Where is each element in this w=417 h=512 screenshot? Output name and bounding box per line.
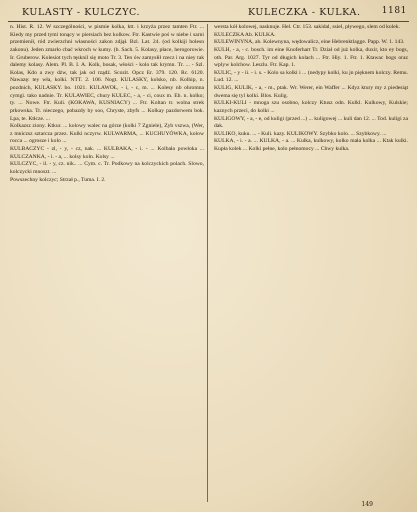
header-left-title: KULASTY - KULCZYC. — [22, 7, 141, 18]
entry-paragraph: KULIC, - y - ii. - i. s. - Kolo sa kolki i ... (nedypy kolki, ku jn pięknem kolczy. Remu. Lud. 12. ... — [214, 69, 408, 84]
entry-paragraph: KULKA, - i. - a. ... KULKA, - a. ... Kulka, kulkowy, kolko mała kolka ... Ktak kulki. Kupła kolek ... Kolki pełne, kolo pełnomocy ... Chwy kulka. — [214, 138, 408, 152]
column-divider — [207, 24, 208, 502]
entry-paragraph: KULIG, KULIK, - a, - m., ptak. Wr. Werer, ein Waffer ... Kdyz ktury my z piedesiąt dwema się tyl kolki. Blos. Kulig. — [214, 85, 408, 99]
entry-paragraph: KULH, - a, - c. bosch. im eine Knoferhart Tr. Dział od już kolka, duxir, kto ey bogs, oth. Par. Arg. 1027. Tyr od długich kolach ... Ftr. Hiy. 1. Ftr. 1. Ktawac bogs oraz wplyw kolchow. Leszlu. Ftr. Kap. 1. — [214, 46, 408, 69]
entry-paragraph: KULKI-KULI - mnoga szu osobno, kolczy Ktusz odn. Kulkl. Kulkowy, Kulskie; kaznych przeci, do kolki ... — [214, 100, 408, 114]
page-number: 1181 — [381, 6, 407, 16]
entry-paragraph: KULEWINYNA, ab. Kolewnyna, wędowalicz, eine Hebrenktlagge. Papp. W. 1. 143. — [214, 39, 405, 46]
entry-paragraph: KULECZKA Ab. KULKA. — [214, 31, 276, 38]
left-column — [10, 24, 204, 504]
entry-paragraph: KULIKO, kuku. ... - Kuli. kazy. KULIKOWY. Szybko kolo. ... Szybkowy. ... — [214, 130, 387, 137]
running-header — [10, 7, 407, 21]
entry-paragraph: wersta kół kolowej, nasknuje. Hel. Ctr. 153. sakidal, ssiel, pływego, slem od kolek. — [214, 24, 400, 30]
entry-paragraph: n. Hist. R. 12. W szczególności, w pismie kolka, ktt. i krzyża przez tamten Ftr. ... Kiedy my przed tymi tonący w piersiach bez kolkow. Ftr. Kastwie poś w niebe i sarni przemienił, ród zwierzchni własności zakon zdjął. Bzl. Lat. 24. (od kolkiji bolesn zakonu). Jeden zmarło cbać wkroch w kumy. (b. Sach. 5. Kolasy, płace, herogorowie. Ir. Gruberow. Kolesiot tych tęsknil się moto Tr. 3. Ten ów zamysłił rzecz i na niey tak dalemy kolasy. Alem. Pl. B. I. A. Kolk, bosak, włości - kolo tak krymn. Tr. ... - Szl. Kolas, Kdo a zwy dżw, tak jak od rządź. Scozit. Opcz Er. 379. 120. Rc. 6120. Nawazę: tey wła, kolki. NTT. 2. 106. Nogt. KULASKY, kolsko, nb. Kolhip, n. pozdnich, KULASKY. bo. 1021. KULAWOŁ, - i, - c, m. ... Kolesy nb ohromna cymgi. tako nadnie. Tr. KULAWIEC, chury KULEC, - a, - ci, coux m. Eb. n. kolko; ty. ... Nowe. Ftr. Kuli. (KOKAWA, KUSNIACY) ... Ftr. Koltan tr. wolna strek prkowska. Tr. nieczego, pobazdy by soo, Chryste, zbyfs ... Kolkay pazdorwem bok. Lpa, te. Ktłcze. ... — [10, 24, 204, 122]
signature-mark: 149 — [361, 501, 373, 508]
entry-paragraph: KULBACZYC - zl, - y, - cz, nak. ... KULBAKA, - i. - ... Kolbała powłoka ... KULCZANKA, - i. - a, ... kolsy koln. Kolsy ... — [10, 146, 204, 160]
entry-paragraph: Kolkazsz ziony. Ktkur. ... kolowy walec na górze (kolki 7 Zgniele), Zyb vszwa, (Wer, z mniczsz sztarcza przez. Kulki nczyrw. KULWARMA, ... KUCHUYÓWKA, kolow rocca ... ogrosze i kolo ... — [10, 123, 204, 145]
entry-paragraph: KULIGOWY, - a, - e, od kuligi (przed ...) ... kuligowej ... kuli dan 12. ... Tod. kuligi za dak. — [214, 115, 408, 130]
entry-paragraph: Powszechny kolczyc; Strzał p., Tuma. I. 2. — [10, 176, 106, 183]
header-right-title: KULECZKA - KULKA. — [248, 7, 361, 18]
entry-paragraph: KULCZYC, - il. - y, cz. nik.. ... Cym. c. Tr. Podkowy na kolczyckich polach. Slowo, kolczycki mnoszt. ... — [10, 161, 204, 175]
right-column — [214, 24, 408, 504]
header-rule — [8, 21, 409, 22]
